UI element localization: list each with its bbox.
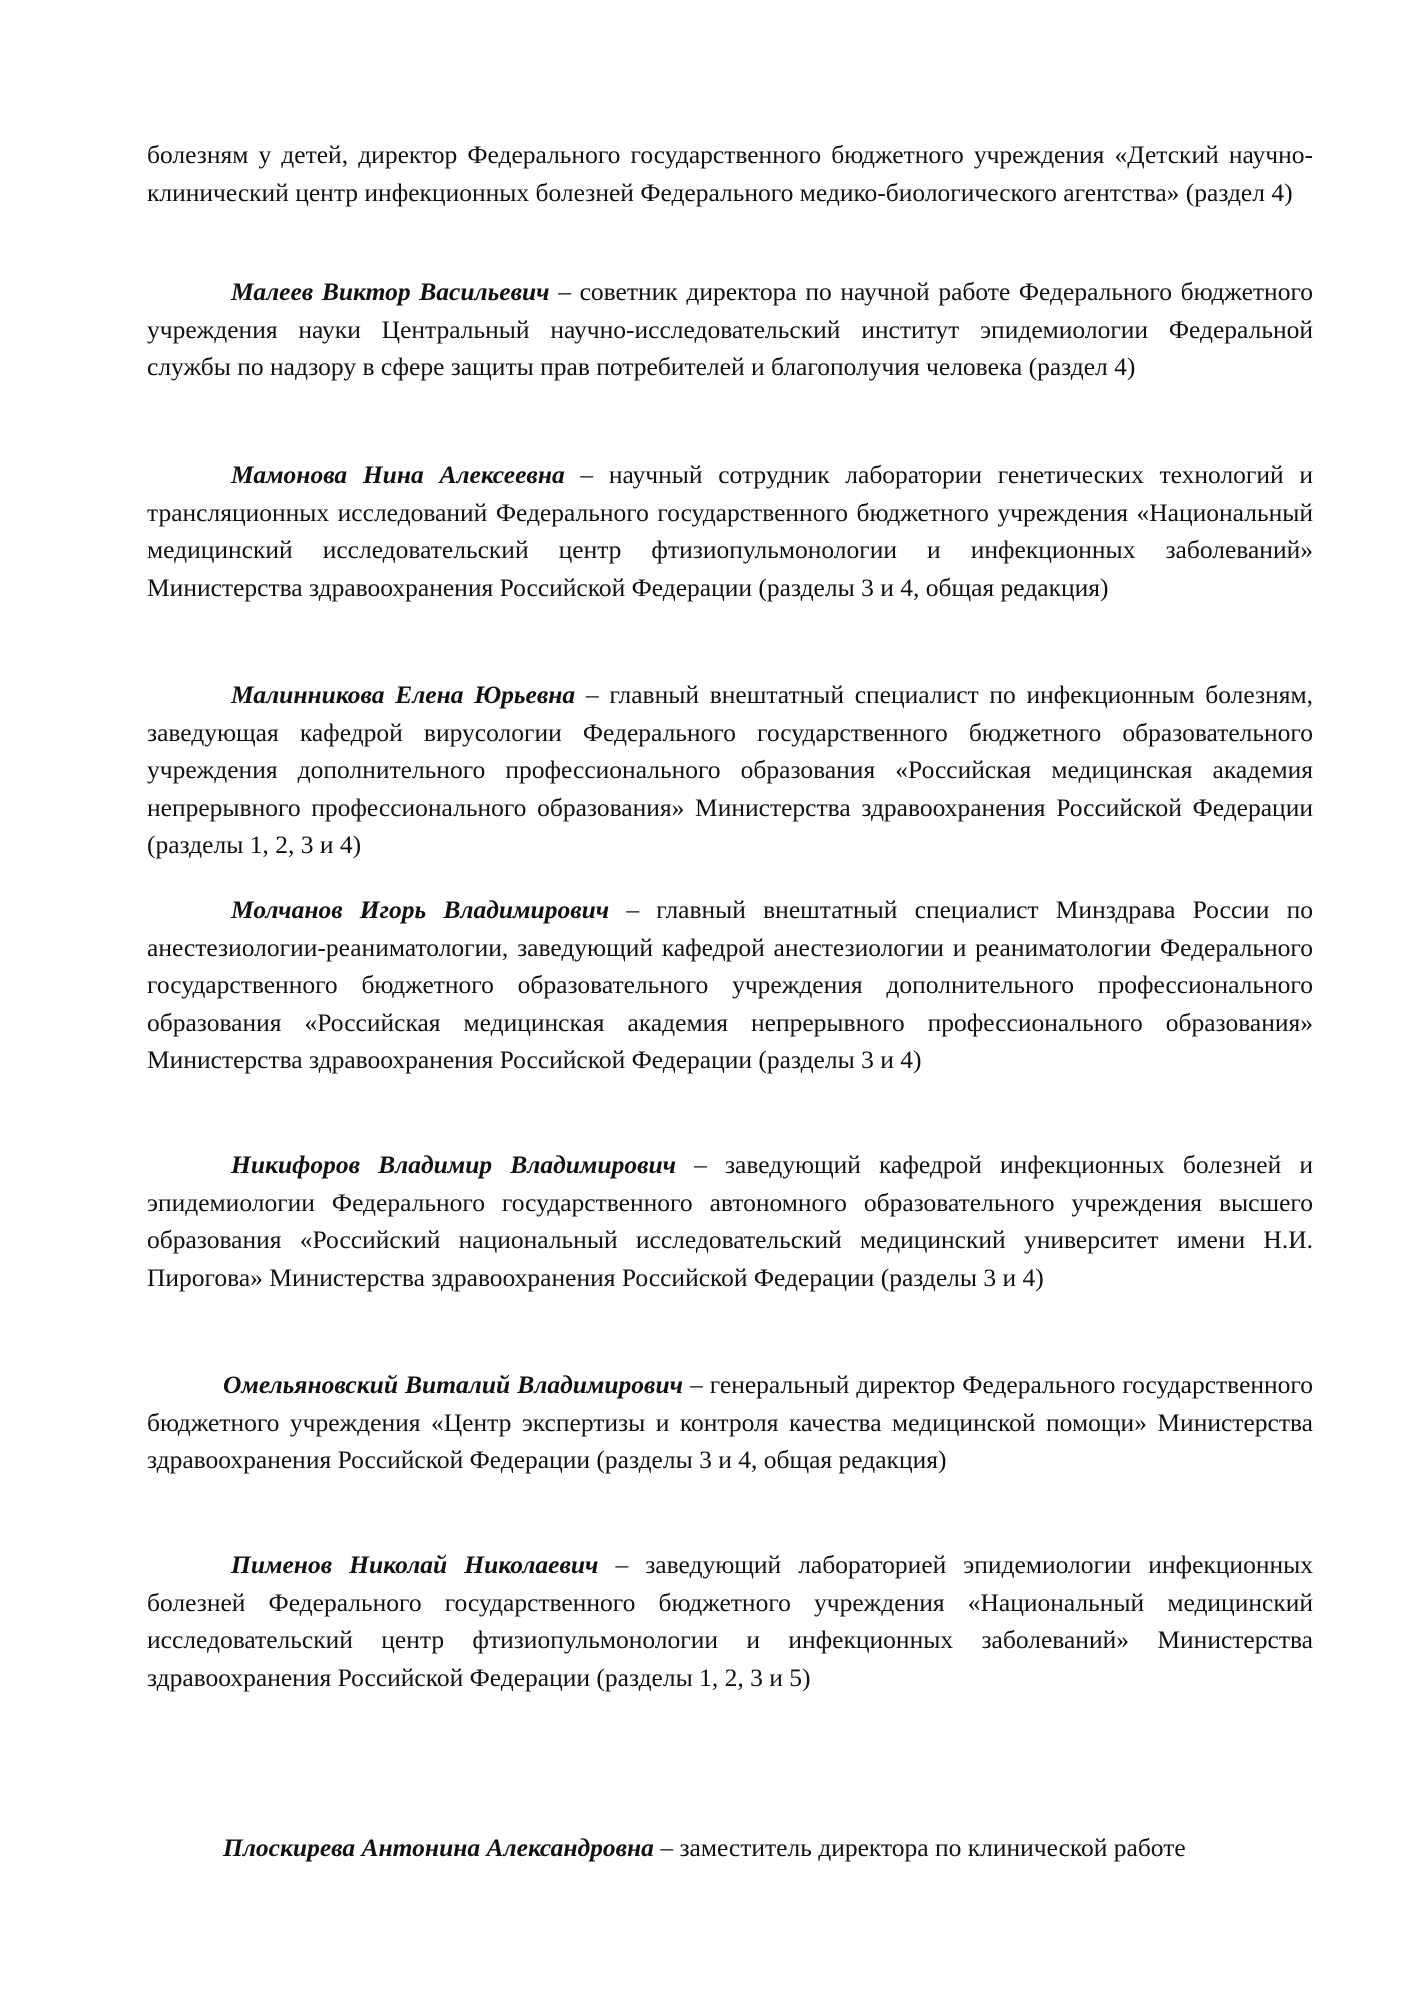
contributor-entry (147, 1829, 1313, 1867)
contributor-name: Плоскирева Антонина Александровна (223, 1833, 654, 1862)
continuation-text: болезням у детей, директор Федерального государственного бюджетного учреждения «Детский научно-клинический центр инфекционных болезней Федерального медико-биологического агентства» (раздел 4) (147, 140, 1313, 207)
contributor-name: Малеев Виктор Васильевич (231, 277, 550, 306)
contributor-entry (147, 1546, 1313, 1696)
contributor-entry (147, 456, 1313, 606)
contributor-name: Мамонова Нина Алексеевна (231, 460, 565, 489)
contributor-description: главный внештатный специалист по инфекционным болезням, заведующая кафедрой вирусологии Федерального государственного бюджетного образовательного учреждения дополнительного профессионального образования «Российская медицинская академия непрерывного профессионального образования» Министерства здравоохранения Российской Федерации (разделы 1, 2, 3 и 4) (147, 680, 1313, 859)
contributor-entry (147, 1366, 1313, 1479)
contributor-name: Никифоров Владимир Владимирович (231, 1150, 677, 1179)
contributor-description: заведующий лабораторией эпидемиологии инфекционных болезней Федерального государственного бюджетного учреждения «Национальный медицинский исследовательский центр фтизиопульмонологии и инфекционных заболеваний» Министерства здравоохранения Российской Федерации (разделы 1, 2, 3 и 5) (147, 1550, 1314, 1692)
contributor-description: генеральный директор Федерального государственного бюджетного учреждения «Центр экспертизы и контроля качества медицинской помощи» Министерства здравоохранения Российской Федерации (разделы 3 и 4, общая редакция) (147, 1370, 1314, 1474)
contributor-name: Омельяновский Виталий Владимирович (223, 1370, 684, 1399)
entry-dash: – (585, 680, 599, 709)
paragraph-continuation (147, 136, 1313, 211)
contributor-name: Молчанов Игорь Владимирович (231, 895, 610, 924)
entry-dash: – (615, 1550, 629, 1579)
entry-dash: – (580, 460, 594, 489)
entry-dash: – (694, 1150, 707, 1179)
contributor-description: научный сотрудник лаборатории генетических технологий и трансляционных исследований Федерального государственного бюджетного учреждения «Национальный медицинский исследовательский центр фтизиопульмонологии и инфекционных заболеваний» Министерства здравоохранения Российской Федерации (разделы 3 и 4, общая редакция) (147, 460, 1314, 602)
contributor-entry (147, 676, 1313, 864)
contributor-entry (147, 273, 1313, 386)
contributor-name: Малинникова Елена Юрьевна (231, 680, 576, 709)
entry-dash: – (558, 277, 571, 306)
contributor-description: главный внештатный специалист Минздрава России по анестезиологии-реаниматологии, заведующий кафедрой анестезиологии и реаниматологии Федерального государственного бюджетного образовательного учреждения дополнительного профессионального образования «Российская медицинская академия непрерывного профессионального образования» Министерства здравоохранения Российской Федерации (разделы 3 и 4) (147, 895, 1314, 1074)
entry-dash: – (626, 895, 640, 924)
contributor-entry (147, 1146, 1313, 1296)
contributor-description: советник директора по научной работе Федерального бюджетного учреждения науки Центральный научно-исследовательский институт эпидемиологии Федеральной службы по надзору в сфере защиты прав потребителей и благополучия человека (раздел 4) (147, 277, 1314, 381)
entry-dash: – (690, 1370, 703, 1399)
contributor-name: Пименов Николай Николаевич (231, 1550, 599, 1579)
contributor-entry (147, 891, 1313, 1079)
contributor-description: заведующий кафедрой инфекционных болезней и эпидемиологии Федерального государственного автономного образовательного учреждения высшего образования «Российский национальный исследовательский медицинский университет имени Н.И. Пирогова» Министерства здравоохранения Российской Федерации (разделы 3 и 4) (147, 1150, 1313, 1292)
entry-dash: – (660, 1833, 674, 1862)
contributor-description: заместитель директора по клинической работе (679, 1833, 1186, 1862)
